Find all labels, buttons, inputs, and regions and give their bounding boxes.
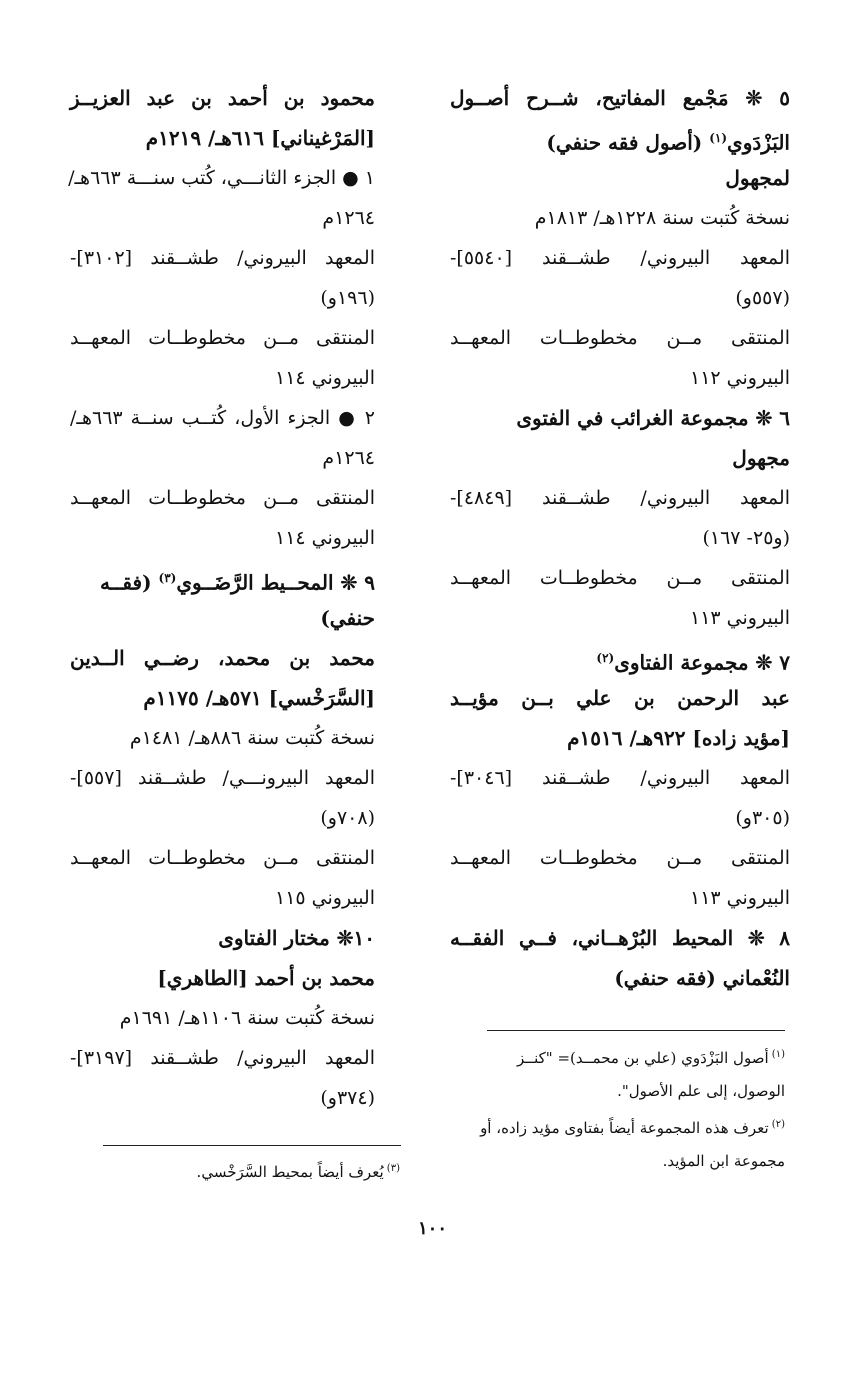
left-column-line-text: المعهد البيروني/ طشــقند [٣١٠٢]-: [70, 247, 375, 269]
footnote-mark: (٣): [383, 1163, 400, 1174]
footnote-line: [465, 1038, 785, 1075]
footnote-rule-left: [103, 1145, 401, 1146]
left-column-line-text: ٢ ● الجزء الأول، كُتــب سنــة ٦٦٣هـ/: [70, 407, 375, 429]
right-column-line-text: المعهد البيروني/ طشــقند [٤٨٤٩]-: [450, 487, 790, 509]
left-column-line-text: البيروني ١١٤: [275, 367, 375, 389]
right-column-line-suffix: (أصول فقه حنفي): [546, 130, 710, 155]
left-column-line: [70, 358, 375, 398]
left-column-line: [70, 278, 375, 318]
right-column-line-text: مجهول: [732, 446, 790, 470]
page-number: ١٠٠: [417, 1218, 447, 1239]
left-column-line-text: ٩ ❊ المحــيط الرَّضَــوي: [176, 570, 375, 595]
left-column-line-text: (١٩٦و): [320, 287, 375, 309]
left-column-line-text: نسخة كُتبت سنة ٨٨٦هـ/ ١٤٨١م: [129, 727, 375, 749]
footnote-mark: (١): [768, 1049, 785, 1060]
right-column-line: [450, 478, 790, 518]
right-column-line-text: البيروني ١١٣: [690, 607, 790, 629]
right-column-line: [450, 278, 790, 318]
right-column-line-text: البيروني ١١٢: [690, 367, 790, 389]
left-column-line: [70, 998, 375, 1038]
left-column-line: [70, 238, 375, 278]
left-column-line-text: المنتقى مــن مخطوطــات المعهــد: [70, 327, 375, 349]
right-column-line: [450, 758, 790, 798]
right-column-line-text: المنتقى مــن مخطوطــات المعهــد: [450, 327, 790, 349]
right-column-line: [450, 518, 790, 558]
left-column-line: [70, 78, 375, 118]
right-column-line-text: ٥ ❊ مَجْمع المفاتيح، شــرح أصــول: [450, 86, 790, 110]
right-column-line: [450, 918, 790, 958]
left-column-line-text: (٣٧٤و): [320, 1087, 375, 1109]
left-column-line: [70, 318, 375, 358]
right-column-line: [450, 838, 790, 878]
left-column-line: [70, 838, 375, 878]
footnote-reference: (٣): [158, 571, 177, 585]
right-column-line-text: عبد الرحمن بن علي بــن مؤيــد: [450, 686, 790, 710]
left-column-line: [70, 718, 375, 758]
left-column-line: [70, 398, 375, 438]
right-column-line: [450, 438, 790, 478]
right-column-line-text: (٣٠٥و): [735, 807, 790, 829]
right-column-line-text: ٦ ❊ مجموعة الغرائب في الفتوى: [516, 406, 790, 430]
right-column-line-text: المعهد البيروني/ طشــقند [٥٥٤٠]-: [450, 247, 790, 269]
right-column-line-text: المنتقى مــن مخطوطــات المعهــد: [450, 847, 790, 869]
right-column-line-text: البَزْدَوي: [727, 130, 790, 155]
right-column-line-text: نسخة كُتبت سنة ١٢٢٨هـ/ ١٨١٣م: [534, 207, 790, 229]
right-column: [450, 78, 790, 998]
left-column-line: [70, 158, 375, 198]
left-column-line-text: محمد بن أحمد [الطاهري]: [157, 966, 375, 990]
footnote-rule-right: [487, 1030, 785, 1031]
left-column-line-text: البيروني ١١٥: [275, 887, 375, 909]
left-column-line-text: المنتقى مــن مخطوطــات المعهــد: [70, 487, 375, 509]
left-column-line: [70, 1078, 375, 1118]
footnote-reference: (١): [709, 131, 728, 145]
left-column-line: [70, 638, 375, 678]
left-column-line: [70, 198, 375, 238]
left-column-line-suffix: (فقــه: [99, 570, 159, 595]
footnote-text: أصول البَزْدَوي (علي بن محمــد)= "كنــز: [517, 1049, 769, 1067]
footnote-line: [465, 1075, 785, 1108]
right-column-line: [450, 358, 790, 398]
right-column-line: [450, 798, 790, 838]
left-column-line-text: ١٢٦٤م: [322, 447, 375, 469]
left-column-line-text: محمود بن أحمد بن عبد العزيــز: [70, 86, 375, 110]
left-column-line-text: المعهد البيروني/ طشــقند [٣١٩٧]-: [70, 1047, 375, 1069]
left-column-line-text: المنتقى مــن مخطوطــات المعهــد: [70, 847, 375, 869]
right-column-line: [450, 198, 790, 238]
right-column-line-text: ٧ ❊ مجموعة الفتاوى: [614, 650, 790, 675]
right-column-line-text: المعهد البيروني/ طشــقند [٣٠٤٦]-: [450, 767, 790, 789]
right-column-line: [450, 598, 790, 638]
left-column-line: [70, 798, 375, 838]
left-column-line: [70, 478, 375, 518]
left-column-line-text: المعهد البيرونـــي/ طشــقند [٥٥٧]-: [70, 767, 375, 789]
left-column-line: [70, 518, 375, 558]
right-column-line-text: النُعْماني (فقه حنفي): [614, 966, 790, 990]
footnote-text: يُعرف أيضاً بمحيط السَّرَخْسي.: [196, 1163, 384, 1181]
left-column-line-text: ١٠❊ مختار الفتاوى: [218, 926, 375, 950]
footnote-line: [100, 1152, 400, 1189]
footnotes-right: [465, 1038, 785, 1178]
left-column-line-text: نسخة كُتبت سنة ١١٠٦هـ/ ١٦٩١م: [119, 1007, 375, 1029]
left-column-line: [70, 438, 375, 478]
right-column-line-text: [مؤيد زاده] ٩٢٢هـ/ ١٥١٦م: [567, 726, 790, 750]
right-column-line-text: المنتقى مــن مخطوطــات المعهــد: [450, 567, 790, 589]
left-column-line: [70, 678, 375, 718]
footnote-text: تعرف هذه المجموعة أيضاً بفتاوى مؤيد زاده، أو: [480, 1119, 769, 1137]
footnote-line: [465, 1108, 785, 1145]
left-column-line: [70, 598, 375, 638]
left-column-line: [70, 958, 375, 998]
right-column-line: [450, 678, 790, 718]
right-column-line: [450, 238, 790, 278]
left-column-line-text: (٧٠٨و): [320, 807, 375, 829]
right-column-line: [450, 718, 790, 758]
right-column-line: [450, 118, 790, 158]
right-column-line-text: البيروني ١١٣: [690, 887, 790, 909]
right-column-line: [450, 638, 790, 678]
left-column-line-text: [المَرْغيناني] ٦١٦هـ/ ١٢١٩م: [145, 126, 375, 150]
left-column-line-text: ١ ● الجزء الثانـــي، كُتب سنـــة ٦٦٣هـ/: [68, 167, 375, 189]
right-column-line: [450, 558, 790, 598]
left-column-line-text: ١٢٦٤م: [322, 207, 375, 229]
right-column-line: [450, 158, 790, 198]
footnote-line: [465, 1145, 785, 1178]
right-column-line: [450, 958, 790, 998]
footnote-text: الوصول، إلى علم الأصول".: [617, 1082, 785, 1100]
right-column-line: [450, 878, 790, 918]
left-column-line: [70, 118, 375, 158]
left-column-line: [70, 918, 375, 958]
right-column-line: [450, 398, 790, 438]
left-column-line: [70, 878, 375, 918]
left-column-line-text: [السَّرَخْسي] ٥٧١هـ/ ١١٧٥م: [143, 686, 375, 710]
footnote-mark: (٢): [768, 1119, 785, 1130]
left-column-line-text: البيروني ١١٤: [275, 527, 375, 549]
left-column-line-text: حنفي): [320, 606, 375, 630]
right-column-line: [450, 78, 790, 118]
right-column-line-text: لمجهول: [725, 166, 790, 190]
left-column: [70, 78, 375, 1118]
footnote-text: مجموعة ابن المؤيد.: [662, 1152, 785, 1170]
left-column-line-text: محمد بن محمد، رضــي الــدين: [70, 646, 375, 670]
left-column-line: [70, 758, 375, 798]
right-column-line-text: (و٢٥- ١٦٧): [702, 527, 790, 549]
right-column-line-text: (٥٥٧و): [735, 287, 790, 309]
right-column-line-text: ٨ ❊ المحيط البُرْهــاني، فــي الفقــه: [450, 926, 790, 950]
left-column-line: [70, 1038, 375, 1078]
footnotes-left: [100, 1152, 400, 1189]
footnote-reference: (٢): [596, 651, 615, 665]
left-column-line: [70, 558, 375, 598]
right-column-line: [450, 318, 790, 358]
